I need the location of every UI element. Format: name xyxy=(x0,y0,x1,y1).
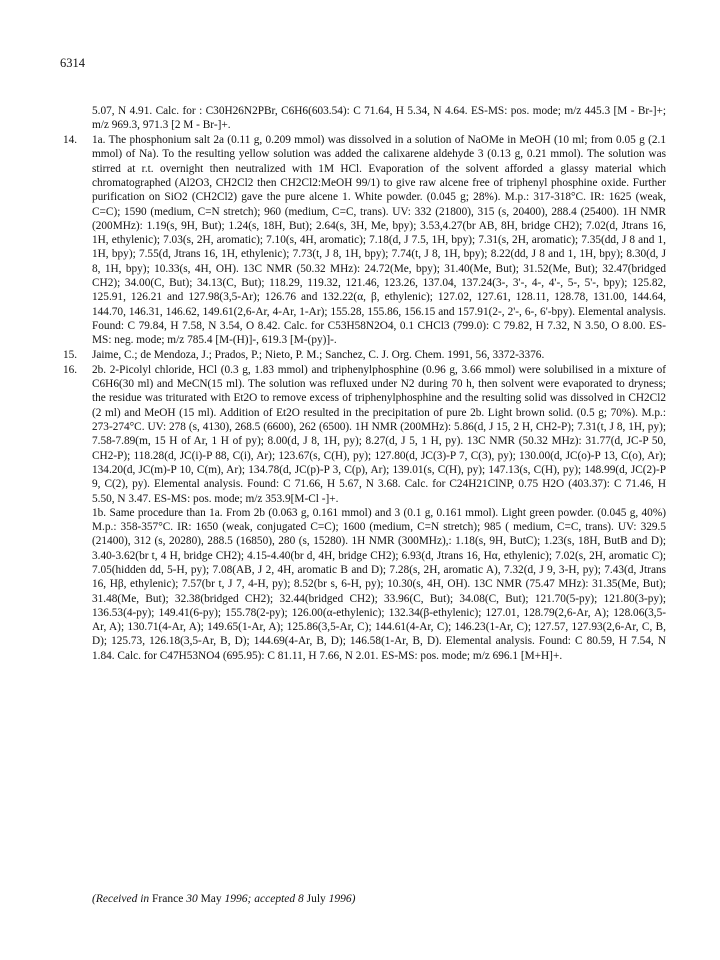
note-paragraph: 1b. Same procedure than 1a. From 2b (0.063 g, 0.161 mmol) and 3 (0.1 g, 0.161 mmol). Light green powder. (0.045 g, 40%) M.p.: 358-357°C. IR: 1650 (weak, conjugated C=C); 1600 (medium, C=N stretch); 985 ( medium, C=C, trans). UV: 329.5 (21400), 312 (s, 20280), 288.5 (16850), 280 (s, 15280). 1H NMR (300MHz),: 1.18(s, 9H, ButC); 1.23(s, 18H, ButB and D); 3.40-3.62(br t, 4 H, bridge CH2); 4.15-4.40(br d, 4H, bridge CH2); 6.93(d, Jtrans 16, Hα, ethylenic); 7.02(s, 2H, aromatic C); 7.05(hidden dd, 5-H, py); 7.08(AB, J 2, 4H, aromatic B and D); 7.28(s, 2H, aromatic A), 7.32(d, J 9, 3-H, py); 7.43(d, Jtrans 16, Hβ, ethylenic); 7.57(br t, J 7, 4-H, py); 8.52(br s, 6-H, py); 10.30(s, 4H, OH). 13C NMR (75.47 MHz): 31.35(Me, But); 31.48(Me, But); 32.38(bridged CH2); 32.44(bridged CH2); 33.96(C, But); 34.08(C, But); 121.70(5-py); 121.80(3-py); 136.53(4-py); 149.41(6-py); 155.78(2-py); 126.00(α-ethylenic); 132.34(β-ethylenic); 127.01, 128.79(2,6-Ar, A); 128.06(3,5-Ar, A); 130.71(4-Ar, A); 149.65(1-Ar, A); 125.86(3,5-Ar, C); 144.61(4-Ar, C); 146.23(1-Ar, C); 127.57, 127.93(2,6-Ar, C, B, D); 125.73, 126.18(3,5-Ar, B, D); 144.69(4-Ar, B, D); 146.58(1-Ar, B, D). Elemental analysis. Found: C 80.59, H 7.54, N 1.84. Calc. for C47H53NO4 (695.95): C 81.11, H 7.66, N 2.01. ES-MS: pos. mode; m/z 696.1 [M+H]+. xyxy=(92,506,666,662)
received-place: France xyxy=(152,893,184,905)
note-number: 16. xyxy=(63,363,78,376)
note-paragraph: 2b. 2-Picolyl chloride, HCl (0.3 g, 1.83 mmol) and triphenylphosphine (0.96 g, 3.66 mmol) were solubilised in a mixture of C6H6(30 ml) and MeCN(15 ml). The solution was refluxed under N2 during 70 h, then solvent were evaporated to dryness; the residue was triturated with Et2O to remove excess of triphenylphosphine and the resulting solid was dissolved in CH2Cl2 (2 ml) and MeOH (15 ml). Addition of Et2O resulted in the precipitation of pure 2b. Light brown solid. (0.5 g; 70%). M.p.: 273-274°C. UV: 278 (s, 4130), 268.5 (6600), 262 (6500). 1H NMR (200MHz): 5.86(d, J 15, 2 H, CH2-P); 7.31(t, J 8, 1H, py); 7.58-7.89(m, 15 H of Ar, 1 H of py); 8.00(d, J 8, 1H, py); 8.27(d, J 5, 1 H, py). 13C NMR (50.32 MHz): 31.77(d, JC-P 50, CH2-P); 118.28(d, JC(i)-P 88, C(i), Ar); 123.67(s, C(H), py); 127.80(d, JC(3)-P 7, C(3), py); 130.00(d, JC(o)-P 13, C(o), Ar); 134.20(d, JC(m)-P 10, C(m), Ar); 134.78(d, JC(p)-P 3, C(p), Ar); 139.01(s, C(H), py); 147.13(s, C(H), py); 148.99(d, JC(2)-P 9, C(2), py). Elemental analysis. Found: C 71.66, H 5.67, N 3.68. Calc. for C24H21ClNP, 0.75 H2O (403.37): C 71.46, H 5.50, N 3.47. ES-MS: pos. mode; m/z 353.9[M-Cl -]+. xyxy=(92,363,666,505)
received-text: 8 xyxy=(295,893,307,905)
note-16 xyxy=(63,363,666,663)
received-text: 1996; xyxy=(221,893,255,905)
page-number: 6314 xyxy=(60,56,85,70)
note-paragraph: Jaime, C.; de Mendoza, J.; Prados, P.; Nieto, P. M.; Sanchez, C. J. Org. Chem. 1991, 56, 3372-3376. xyxy=(92,349,545,362)
received-text: 1996) xyxy=(325,893,356,905)
note-15 xyxy=(63,348,666,362)
notes-section xyxy=(63,104,666,664)
note-paragraph: 1a. The phosphonium salt 2a (0.11 g, 0.209 mmol) was dissolved in a solution of NaOMe in MeOH (10 ml; from 0.05 g (2.1 mmol) of Na). To the resulting yellow solution was added the calixarene aldehyde 3 (0.13 g, 0.21 mmol). The solution was stirred at r.t. overnight then neutralized with 1M HCl. Evaporation of the solvent afforded a glassy material which chromatographed (Al2O3, CH2Cl2 then CH2Cl2:MeOH 99/1) to give raw alcene free of triphenyl phosphine oxide. Further purification on SiO2 (CH2Cl2) gave the pure alcene 1. White powder. (0.045 g; 28%). M.p.: 317-318°C. IR: 1625 (weak, C=C); 1590 (medium, C=N stretch); 960 (medium, C=C, trans). UV: 332 (21800), 315 (s, 20400), 288.4 (25400). 1H NMR (200MHz): 1.19(s, 9H, But); 1.24(s, 18H, But); 2.64(s, 3H, Me, bpy); 3.53,4.27(br AB, 8H, bridge CH2); 7.02(d, Jtrans 16, 1H, ethylenic); 7.03(s, 2H, aromatic); 7.10(s, 4H, aromatic); 7.18(d, J 7.5, 1H, bpy); 7.31(s, 2H, aromatic); 7.35(dd, J 8 and 1, 1H, bpy); 7.55(d, Jtrans 16, 1H, ethylenic); 7.73(t, J 8, 1H, bpy); 7.74(t, J 8, 1H, bpy); 8.22(dd, J 8 and 1, 1H, bpy); 8.30(d, J 8, 1H, bpy); 10.33(s, 4H, OH). 13C NMR (50.32 MHz): 24.72(Me, bpy); 31.40(Me, But); 31.52(Me, But); 32.47(bridged CH2); 34.00(C, But); 34.13(C, But); 118.29, 119.32, 121.46, 123.26, 137.04, 137.24(3-, 3'-, 4-, 4'-, 5-, 5'-, bpy); 125.82, 125.91, 126.21 and 127.98(3,5-Ar); 126.76 and 132.22(α, β, ethylenic); 127.02, 127.61, 128.11, 128.78, 131.00, 144.64, 144.70, 146.31, 146.62, 149.61(2,6-Ar, 4-Ar, 1-Ar); 155.28, 155.86, 156.15 and 157.91(2-, 2'-, 6-, 6'-bpy). Elemental analysis. Found: C 79.84, H 7.58, N 3.54, O 8.42. Calc. for C53H58N2O4, 0.1 CHCl3 (799.0): C 79.82, H 7.32, N 3.50, O 8.00. ES-MS: neg. mode; m/z 785.4 [M-(H)]-, 619.3 [M-(py)]-. xyxy=(92,134,666,347)
received-line xyxy=(92,893,356,905)
note-14 xyxy=(63,133,666,347)
received-text: 30 xyxy=(183,893,201,905)
received-text: accepted xyxy=(254,893,296,905)
received-month: July xyxy=(306,893,326,905)
note-number: 15. xyxy=(63,349,78,362)
note-number: 14. xyxy=(63,134,78,147)
received-text: (Received in xyxy=(92,893,153,905)
note-13-continuation xyxy=(92,104,666,133)
note-paragraph: 5.07, N 4.91. Calc. for : C30H26N2PBr, C6H6(603.54): C 71.64, H 5.34, N 4.64. ES-MS: pos. mode; m/z 445.3 [M - Br-]+; m/z 969.3, 971.3 [2 M - Br-]+. xyxy=(92,105,666,132)
received-month: May xyxy=(200,893,222,905)
